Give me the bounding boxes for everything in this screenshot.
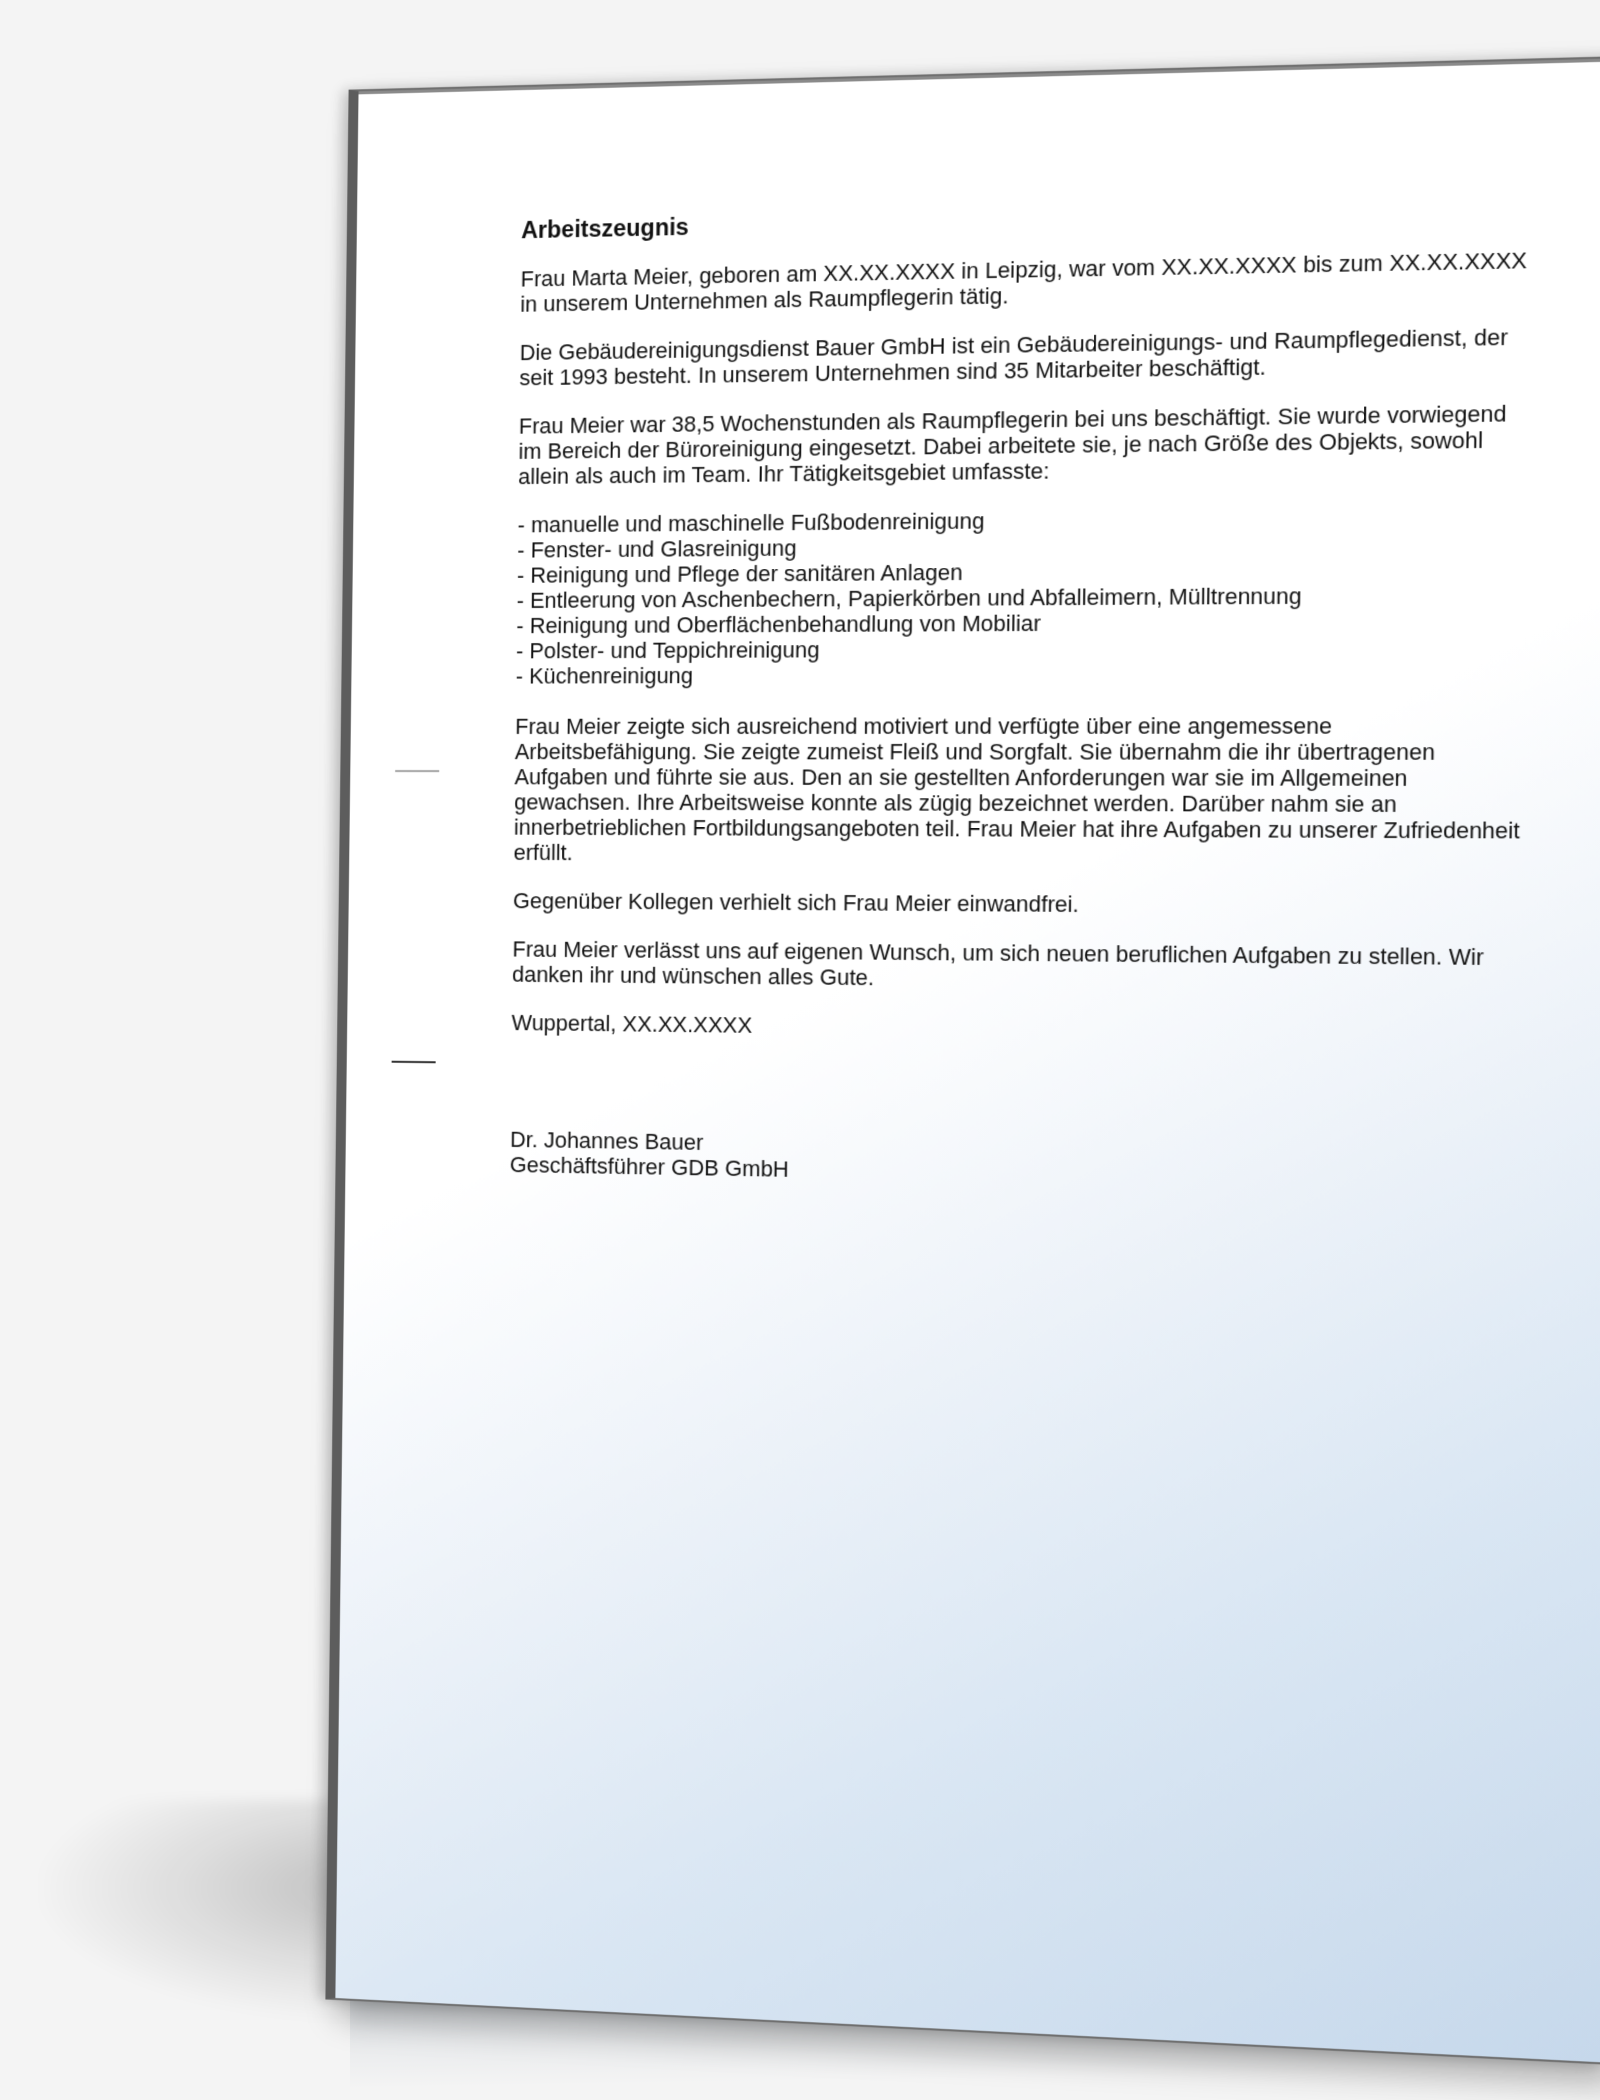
company-paragraph: Die Gebäudereinigungsdienst Bauer GmbH ist ein Gebäudereinigungs- und Raumpflegedienst, der seit 1993 besteht. In unserem Unternehmen sind 35 Mitarbeiter beschäftigt. — [519, 325, 1509, 391]
signature-name: Dr. Johannes Bauer — [509, 1127, 704, 1156]
assessment-paragraph: Frau Meier zeigte sich ausreichend motiviert und verfügte über eine angemessene Arbeitsbefähigung. Sie zeigte zumeist Fleiß und Sorgfalt. Sie übernahm die ihr übertragenen Aufgaben und führte sie aus. Den an sie gestellten Anforderungen war sie im Allgemeinen gewachsen. Ihre Arbeitsweise konnte als zügig bezeichnet werden. Darüber nahm sie an innerbetrieblichen Fortbildungsangeboten teil. Frau Meier hat ihre Aufgaben zu unserer Zufriedenheit erfüllt. — [513, 713, 1521, 866]
task-list — [516, 504, 1526, 690]
duties-paragraph: Frau Meier war 38,5 Wochenstunden als Raumpflegerin bei uns beschäftigt. Sie wurde vorwiegend im Bereich der Büroreinigung eingesetzt. Dabei arbeitete sie, je nach Größe des Objekts, sowohl allein als auch im Team. Ihr Tätigkeitsgebiet umfasste: — [518, 401, 1507, 490]
intro-paragraph: Frau Marta Meier, geboren am XX.XX.XXXX in Leipzig, war vom XX.XX.XXXX bis zum XX.XX.XXXX in unserem Unternehmen als Raumpflegerin tätig. — [520, 248, 1528, 317]
place-date: Wuppertal, XX.XX.XXXX — [511, 1010, 753, 1038]
conduct-paragraph: Gegenüber Kollegen verhielt sich Frau Meier einwandfrei. — [512, 889, 1080, 918]
closing-paragraph: Frau Meier verlässt uns auf eigenen Wunsch, um sich neuen beruflichen Aufgaben zu stellen. Wir danken ihr und wünschen alles Gute. — [511, 937, 1485, 991]
document-title: Arbeitszeugnis — [521, 213, 689, 244]
task-item: - Entleerung von Aschenbechern, Papierkörben und Abfalleimern, Mülltrennung — [516, 584, 1302, 614]
task-item: - Küchenreinigung — [515, 663, 694, 689]
task-item: - Reinigung und Oberflächenbehandlung von Mobiliar — [516, 611, 1042, 639]
document-preview — [325, 56, 1600, 2065]
signature-role: Geschäftsführer GDB GmbH — [509, 1152, 789, 1182]
task-item: - Fenster- und Glasreinigung — [517, 536, 797, 563]
punch-mark — [392, 1061, 436, 1064]
document-page — [325, 56, 1600, 2065]
page-top-edge — [359, 58, 1600, 94]
task-item: - Reinigung und Pflege der sanitären Anlagen — [516, 560, 963, 588]
task-item: - Polster- und Teppichreinigung — [515, 637, 820, 664]
document-body — [510, 197, 1530, 1196]
task-item: - manuelle und maschinelle Fußbodenreinigung — [517, 509, 985, 538]
fold-mark-upper — [395, 770, 439, 772]
